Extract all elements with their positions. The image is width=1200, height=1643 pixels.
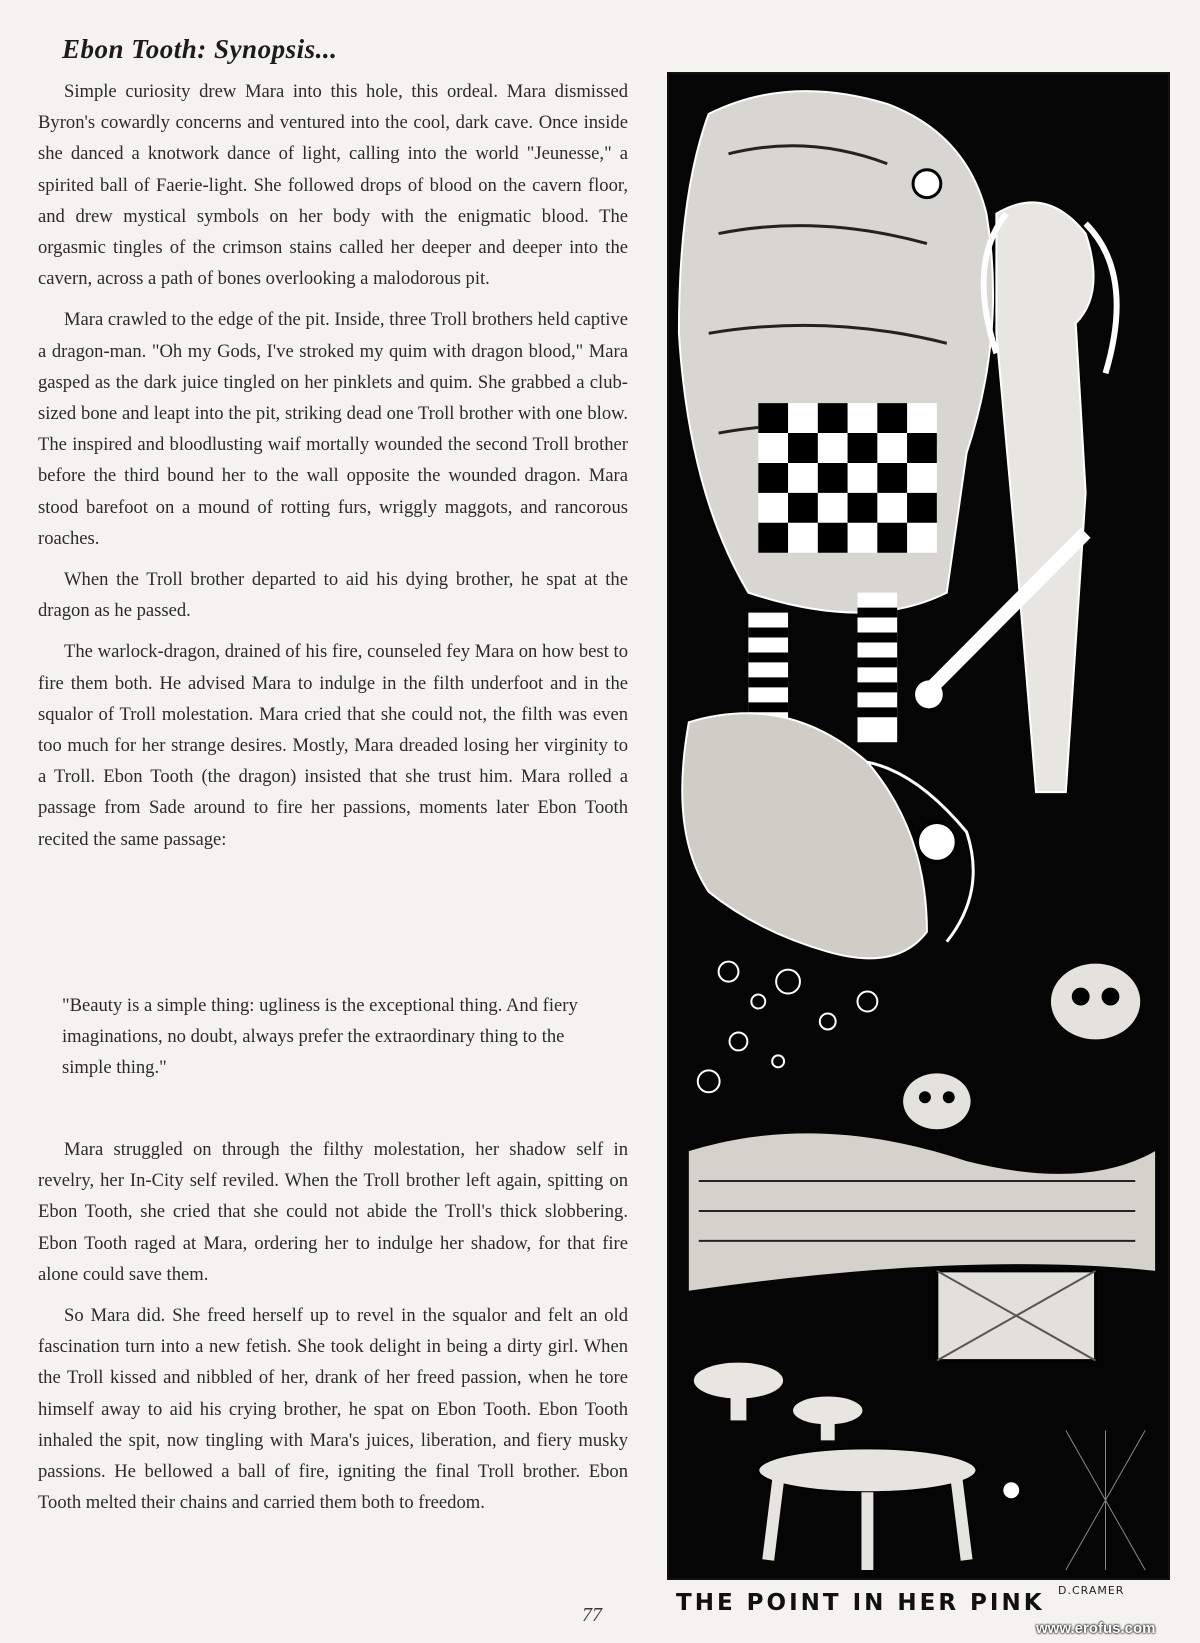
- synopsis-body: [38, 76, 628, 865]
- page-number: 77: [582, 1604, 602, 1626]
- ink-illustration: [669, 74, 1168, 1578]
- artist-signature: D.CRAMER: [1058, 1584, 1125, 1597]
- synopsis-body-continued: [38, 1134, 628, 1528]
- paragraph: When the Troll brother departed to aid his dying brother, he spat at the dragon as he passed.: [38, 569, 628, 622]
- page-title: Ebon Tooth: Synopsis...: [62, 34, 338, 64]
- sade-quote: "Beauty is a simple thing: ugliness is the exceptional thing. And fiery imaginations, no doubt, always prefer the extraordinary thing to the simple thing.": [62, 995, 578, 1079]
- illustration-panel: [667, 72, 1170, 1580]
- checker-pattern: [758, 403, 937, 553]
- paragraph: So Mara did. She freed herself up to revel in the squalor and felt an old fascination turn into a new fetish. She took delight in being a dirty girl. When the Troll kissed and nibbled of her, drank of her freed passion, when he tore himself away to aid his crying brother, he spat on Ebon Tooth. Ebon Tooth inhaled the spit, now tingling with Mara's juices, liberation, and fiery musky passions. He bellowed a ball of fire, igniting the final Troll brother. Ebon Tooth melted their chains and carried them both to freedom.: [38, 1305, 628, 1514]
- illustration-caption: THE POINT IN HER PINK: [676, 1590, 1045, 1616]
- paragraph: Simple curiosity drew Mara into this hole, this ordeal. Mara dismissed Byron's cowardly concerns and ventured into the cool, dark cave. Once inside she danced a knotwork dance of light, calling into the world "Jeunesse," a spirited ball of Faerie-light. She followed drops of blood on the cavern floor, and drew mystical symbols on her body with the enigmatic blood. The orgasmic tingles of the crimson stains called her deeper and deeper into the cavern, across a path of bones overlooking a malodorous pit.: [38, 81, 628, 290]
- paragraph: Mara struggled on through the filthy molestation, her shadow self in revelry, her In-City self reviled. When the Troll brother left again, spitting on Ebon Tooth, she cried that she could not abide the Troll's thick slobbering. Ebon Tooth raged at Mara, ordering her to indulge her shadow, for that fire alone could save them.: [38, 1139, 628, 1285]
- site-watermark: www.erofus.com: [1036, 1620, 1156, 1637]
- paragraph: The warlock-dragon, drained of his fire, counseled fey Mara on how best to fire them both. He advised Mara to indulge in the filth underfoot and in the squalor of Troll molestation. Mara cried that she could not, the filth was even too much for her strange desires. Mostly, Mara dreaded losing her virginity to a Troll. Ebon Tooth (the dragon) insisted that she trust him. Mara rolled a passage from Sade around to fire her passions, moments later Ebon Tooth recited the same passage:: [38, 641, 628, 850]
- paragraph: Mara crawled to the edge of the pit. Inside, three Troll brothers held captive a dragon-man. "Oh my Gods, I've stroked my quim with dragon blood," Mara gasped as the dark juice tingled on her pinklets and quim. She grabbed a club-sized bone and leapt into the pit, striking dead one Troll brother with one blow. The inspired and bloodlusting waif mortally wounded the second Troll brother before the third bound her to the wall opposite the wounded dragon. Mara stood barefoot on a mound of rotting furs, wriggly maggots, and rancorous roaches.: [38, 309, 628, 549]
